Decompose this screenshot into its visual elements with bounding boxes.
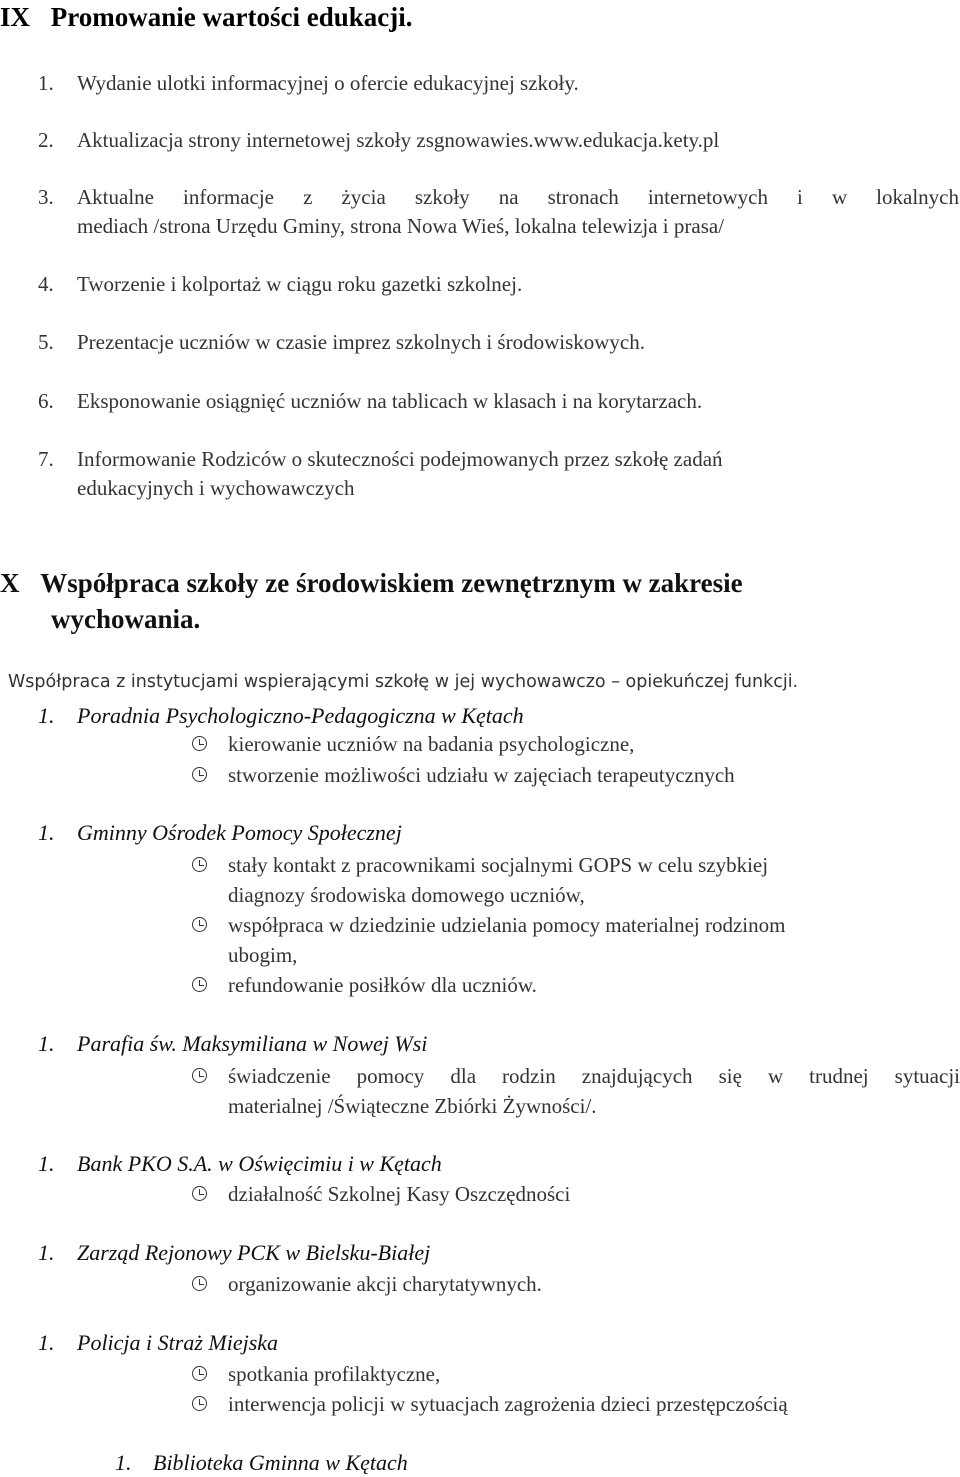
bullet-text: działalność Szkolnej Kasy Oszczędności: [228, 1182, 571, 1206]
bullet-text: świadczenie pomocy dla rodzin znajdujących się w trudnej sytuacji: [228, 1064, 960, 1088]
list-item-text: Prezentacje uczniów w czasie imprez szkolnych i środowiskowych.: [77, 330, 645, 354]
section-x-heading: [0, 568, 743, 599]
list-item-number: 2.: [38, 128, 54, 152]
clock-icon: [192, 977, 207, 992]
clock-icon: [192, 1068, 207, 1083]
bullet-text: interwencja policji w sytuacjach zagrożenia dzieci przestępczością: [228, 1392, 788, 1416]
org-name: Bank PKO S.A. w Oświęcimiu i w Kętach: [77, 1151, 442, 1176]
bullet-text: stały kontakt z pracownikami socjalnymi GOPS w celu szybkiej: [228, 853, 769, 877]
bullet-text: materialnej /Świąteczne Zbiórki Żywności/.: [228, 1094, 597, 1118]
section-ix-title: Promowanie wartości edukacji.: [50, 2, 413, 32]
org-name: Zarząd Rejonowy PCK w Bielsku-Białej: [77, 1240, 431, 1265]
list-item-number: 6.: [38, 389, 54, 413]
org-name: Gminny Ośrodek Pomocy Społecznej: [77, 820, 402, 845]
list-item-number: 3.: [38, 185, 54, 209]
org-number: 1.: [38, 1240, 55, 1265]
org-name: Biblioteka Gminna w Kętach: [153, 1450, 408, 1475]
list-item-number: 5.: [38, 330, 54, 354]
org-number: 1.: [115, 1450, 132, 1475]
org-number: 1.: [38, 1151, 55, 1176]
list-item-text: Tworzenie i kolportaż w ciągu roku gazetki szkolnej.: [77, 272, 523, 296]
list-item-text: edukacyjnych i wychowawczych: [77, 476, 355, 500]
bullet-text: kierowanie uczniów na badania psychologiczne,: [228, 732, 635, 756]
clock-icon: [192, 857, 207, 872]
bullet-text: spotkania profilaktyczne,: [228, 1362, 441, 1386]
list-item-number: 4.: [38, 272, 54, 296]
org-name: Poradnia Psychologiczno-Pedagogiczna w Kętach: [77, 703, 524, 728]
clock-icon: [192, 1366, 207, 1381]
org-name: Policja i Straż Miejska: [77, 1330, 279, 1355]
section-x-title: Współpraca szkoły ze środowiskiem zewnętrznym w zakresie: [40, 568, 743, 598]
org-number: 1.: [38, 703, 55, 728]
list-item-number: 1.: [38, 71, 54, 95]
section-ix-roman: IX: [0, 2, 31, 32]
list-item-number: 7.: [38, 447, 54, 471]
list-item-text: Aktualizacja strony internetowej szkoły zsgnowawies.www.edukacja.kety.pl: [77, 128, 720, 152]
clock-icon: [192, 736, 207, 751]
bullet-text: współpraca w dziedzinie udzielania pomocy materialnej rodzinom: [228, 913, 786, 937]
section-x-title-continued: wychowania.: [51, 604, 201, 634]
bullet-text: organizowanie akcji charytatywnych.: [228, 1272, 542, 1296]
list-item-text: Eksponowanie osiągnięć uczniów na tablicach w klasach i na korytarzach.: [77, 389, 703, 413]
list-item-text: Informowanie Rodziców o skuteczności podejmowanych przez szkołę zadań: [77, 447, 723, 471]
section-ix-heading: [0, 2, 412, 33]
org-name: Parafia św. Maksymiliana w Nowej Wsi: [77, 1031, 428, 1056]
org-number: 1.: [38, 1330, 55, 1355]
clock-icon: [192, 1186, 207, 1201]
bullet-text: ubogim,: [228, 943, 298, 967]
section-x-intro: Współpraca z instytucjami wspierającymi szkołę w jej wychowawczo – opiekuńczej funkcji.: [8, 672, 799, 692]
list-item-text: Wydanie ulotki informacyjnej o ofercie edukacyjnej szkoły.: [77, 71, 579, 95]
clock-icon: [192, 917, 207, 932]
clock-icon: [192, 1396, 207, 1411]
section-x-roman: X: [0, 568, 20, 598]
list-item-text: Aktualne informacje z życia szkoły na stronach internetowych i w lokalnych: [77, 185, 959, 209]
clock-icon: [192, 1276, 207, 1291]
bullet-text: stworzenie możliwości udziału w zajęciach terapeutycznych: [228, 763, 735, 787]
bullet-text: diagnozy środowiska domowego uczniów,: [228, 883, 585, 907]
org-number: 1.: [38, 820, 55, 845]
clock-icon: [192, 767, 207, 782]
bullet-text: refundowanie posiłków dla uczniów.: [228, 973, 537, 997]
org-number: 1.: [38, 1031, 55, 1056]
list-item-text: mediach /strona Urzędu Gminy, strona Nowa Wieś, lokalna telewizja i prasa/: [77, 214, 725, 238]
